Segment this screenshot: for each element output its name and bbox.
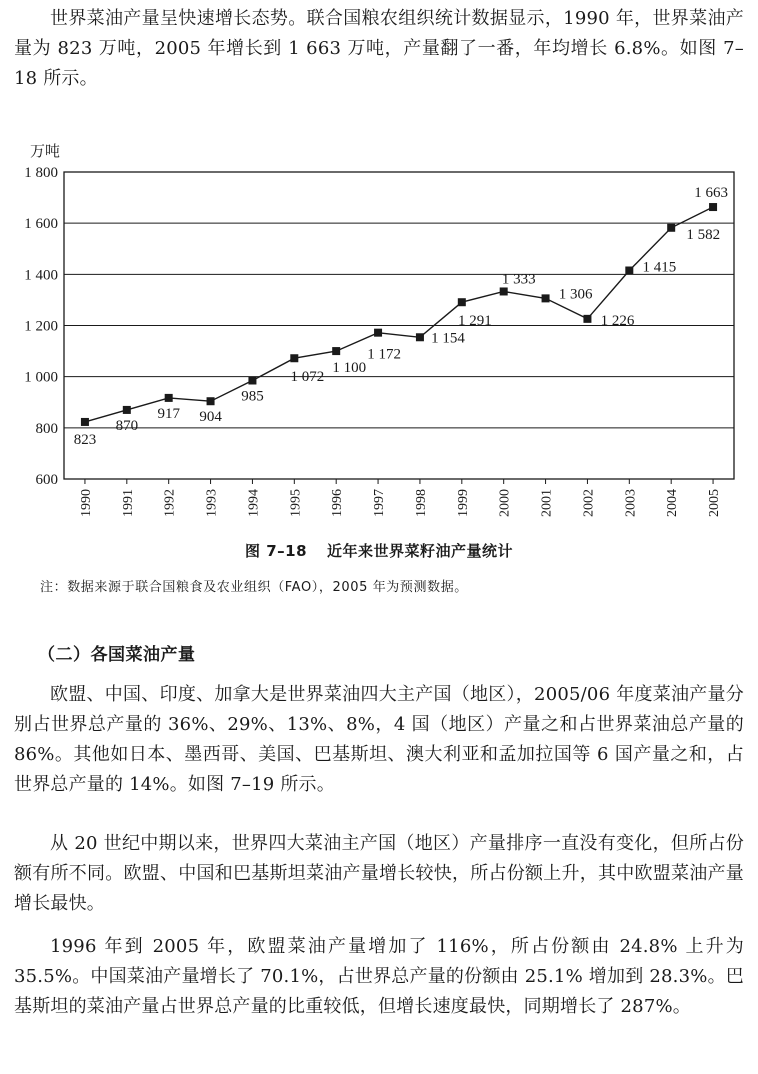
x-tick-label: 1992: [162, 489, 178, 517]
figure-note: 注：数据来源于联合国粮食及农业组织（FAO），2005 年为预测数据。: [40, 580, 468, 595]
x-tick-label: 1993: [204, 489, 220, 517]
data-point-marker: [81, 418, 89, 426]
data-point-marker: [458, 298, 466, 306]
x-tick-label: 2004: [665, 489, 681, 517]
data-point-marker: [207, 397, 215, 405]
body-paragraph: 从 20 世纪中期以来，世界四大菜油主产国（地区）产量排序一直没有变化，但所占份额有所不同。欧盟、中国和巴基斯坦菜油产量增长较快，所占份额上升，其中欧盟菜油产量增长最快。: [14, 833, 744, 914]
x-tick-label: 1998: [413, 489, 429, 517]
y-tick-label: 600: [35, 472, 58, 488]
y-tick-label: 1 800: [24, 165, 58, 181]
data-point-marker: [542, 294, 550, 302]
y-tick-label: 1 600: [24, 216, 58, 233]
data-label: 1 663: [694, 185, 728, 202]
data-label: 870: [115, 417, 139, 434]
data-label: 823: [73, 431, 97, 448]
x-tick-label: 1991: [120, 489, 136, 517]
data-point-marker: [332, 347, 340, 355]
production-line-chart: [0, 132, 758, 532]
section-heading: （二）各国菜油产量: [38, 645, 196, 665]
data-point-marker: [416, 333, 424, 341]
data-label: 1 415: [642, 259, 677, 276]
data-label: 1 306: [558, 286, 593, 303]
x-tick-label: 2000: [497, 489, 513, 517]
x-tick-label: 2002: [581, 489, 597, 517]
data-label: 1 154: [431, 330, 465, 347]
y-tick-label: 1 200: [24, 318, 58, 335]
x-tick-label: 1999: [455, 489, 471, 517]
chart-svg: [0, 132, 758, 532]
data-label: 1 072: [290, 369, 325, 386]
x-tick-label: 1997: [372, 489, 388, 517]
data-label: 904: [199, 409, 222, 426]
data-label: 1 582: [686, 226, 721, 243]
data-label: 1 172: [367, 346, 401, 363]
figure-title: 近年来世界菜籽油产量统计: [327, 542, 514, 560]
x-tick-label: 2003: [623, 489, 639, 517]
data-point-marker: [625, 266, 633, 274]
body-paragraph: 1996 年到 2005 年，欧盟菜油产量增加了 116%，所占份额由 24.8% 上升为 35.5%。中国菜油产量增长了 70.1%，占世界总产量的份额由 25.1% 增加到 28.3%。巴基斯坦的菜油产量占世界总产量的比重较低，但增长速度最快，同期增长了 287%。: [14, 936, 744, 1017]
data-label: 917: [157, 405, 180, 422]
data-label: 1 226: [600, 312, 635, 329]
x-tick-label: 1994: [246, 489, 262, 517]
x-tick-label: 1996: [330, 489, 346, 517]
x-tick-label: 2001: [539, 489, 555, 517]
y-axis-unit-label: 万吨: [30, 144, 61, 160]
x-tick-label: 2005: [707, 489, 723, 517]
x-tick-label: 1990: [78, 489, 94, 517]
y-tick-label: 1 000: [24, 369, 58, 386]
figure-number: 图 7–18: [244, 542, 308, 560]
y-tick-label: 800: [35, 420, 58, 437]
data-point-marker: [709, 203, 717, 211]
data-point-marker: [667, 224, 675, 232]
data-point-marker: [583, 315, 591, 323]
data-label: 1 291: [457, 313, 492, 330]
y-tick-label: 1 400: [24, 267, 58, 284]
data-point-marker: [123, 406, 131, 414]
intro-paragraph: 世界菜油产量呈快速增长态势。联合国粮农组织统计数据显示，1990 年，世界菜油产量为 823 万吨，2005 年增长到 1 663 万吨，产量翻了一番，年均增长 6.8%。如图 7–18 所示。: [14, 8, 744, 89]
data-label: 1 100: [332, 360, 367, 377]
body-paragraph: 欧盟、中国、印度、加拿大是世界菜油四大主产国（地区），2005/06 年度菜油产量分别占世界总产量的 36%、29%、13%、8%，4 国（地区）产量之和占世界菜油总产量的 86%。其他如日本、墨西哥、美国、巴基斯坦、澳大利亚和孟加拉国等 6 国产量之和，占世界总产量的 14%。如图 7–19 所示。: [14, 684, 744, 795]
data-point-marker: [248, 377, 256, 385]
x-tick-label: 1995: [288, 489, 304, 517]
figure-caption: [0, 540, 758, 561]
data-point-marker: [165, 394, 173, 402]
data-point-marker: [290, 354, 298, 362]
data-label: 985: [241, 388, 264, 405]
data-point-marker: [374, 329, 382, 337]
data-point-marker: [500, 287, 508, 295]
data-label: 1 333: [501, 271, 536, 288]
